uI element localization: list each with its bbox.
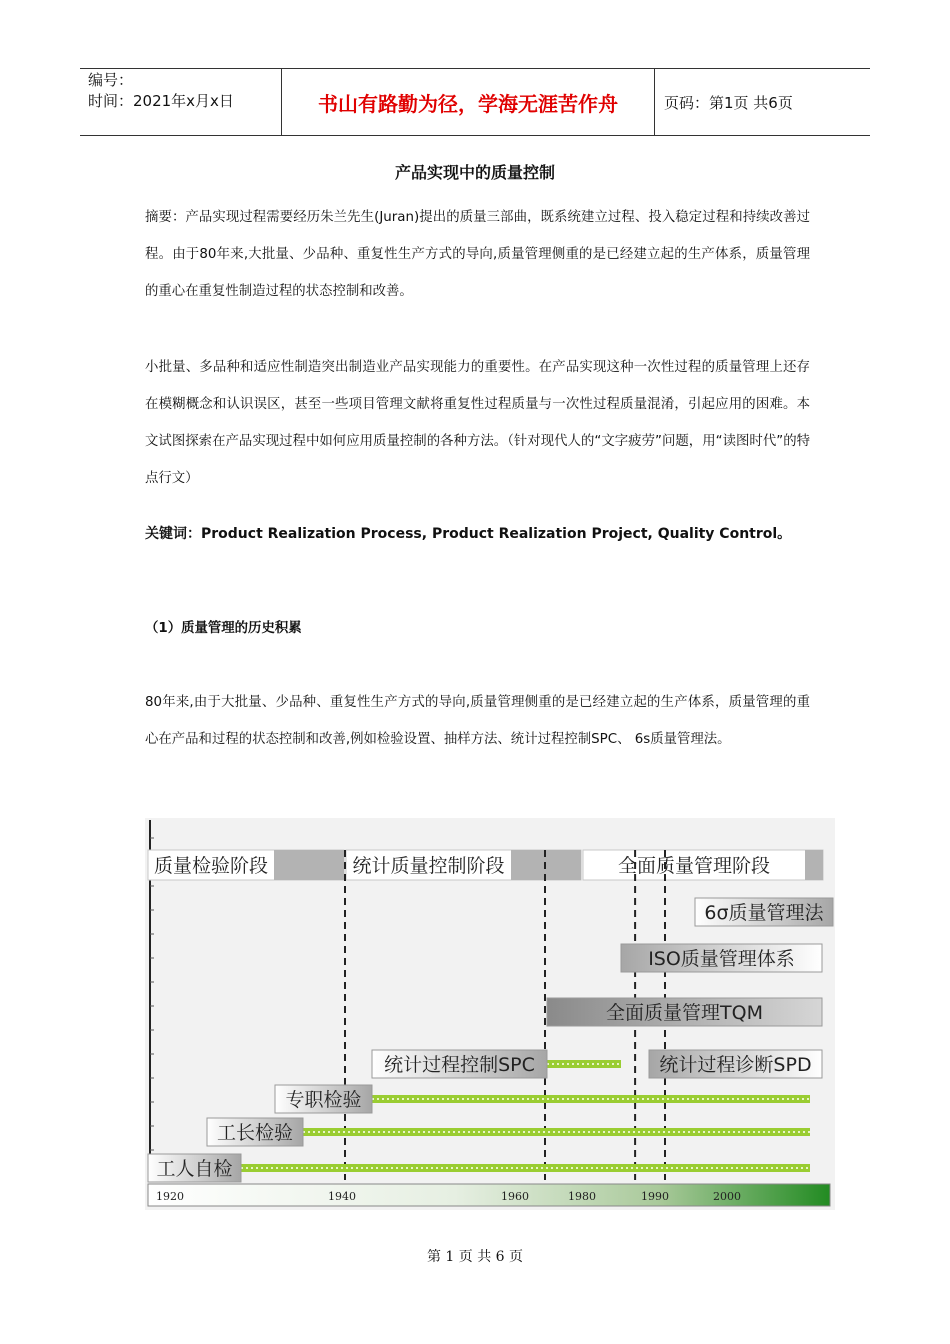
x-tick-label: 2000: [713, 1190, 741, 1203]
header-meta: [88, 70, 234, 112]
header-motto: 书山有路勤为径，学海无涯苦作舟: [318, 91, 618, 116]
header-divider: [654, 68, 655, 136]
phase-label: 全面质量管理阶段: [617, 855, 771, 877]
x-tick-label: 1980: [568, 1190, 596, 1203]
phase-label: 统计质量控制阶段: [352, 855, 505, 877]
chart-canvas: [145, 818, 835, 1210]
header-time: 时间：2021年x月x日: [88, 92, 234, 110]
item-label: 统计过程控制SPC: [384, 1054, 535, 1076]
header-number: 编号：: [88, 71, 134, 89]
footer-page-number: 第 1 页 共 6 页: [426, 1249, 524, 1265]
phase-label: 质量检验阶段: [153, 855, 269, 877]
quality-history-chart: [145, 818, 835, 1210]
item-label: 工人自检: [156, 1158, 233, 1180]
phase-bar-shade: [274, 850, 344, 880]
item-label: 工长检验: [216, 1122, 294, 1144]
abstract-paragraph: 摘要：产品实现过程需要经历朱兰先生(Juran)提出的质量三部曲，既系统建立过程、投入稳定过程和持续改善过程。由于80年来,大批量、少品种、重复性生产方式的导向,质量管理侧重的是已经建立起的生产体系，质量管理的重心在重复性制造过程的状态控制和改善。: [145, 210, 810, 299]
item-label: ISO质量管理体系: [648, 948, 795, 970]
header-page-number: 页码：第1页 共6页: [664, 93, 793, 112]
section-heading: （1）质量管理的历史积累: [145, 621, 302, 636]
section-paragraph: 80年来,由于大批量、少品种、重复性生产方式的导向,质量管理侧重的是已经建立起的生产体系，质量管理的重心在产品和过程的状态控制和改善,例如检验设置、抽样方法、统计过程控制SPC、 6s质量管理法。: [145, 695, 810, 747]
x-tick-label: 1940: [328, 1190, 356, 1203]
x-tick-label: 1960: [501, 1190, 529, 1203]
document-title: 产品实现中的质量控制: [394, 163, 555, 182]
item-label: 全面质量管理TQM: [606, 1002, 763, 1024]
phase-bar-shade: [805, 850, 823, 880]
keywords: 关键词：Product Realization Process, Product Realization Project, Quality Control。: [145, 526, 792, 542]
item-label: 6σ质量管理法: [704, 902, 824, 924]
item-label: 专职检验: [285, 1089, 362, 1111]
x-tick-label: 1920: [156, 1190, 184, 1203]
item-label: 统计过程诊断SPD: [659, 1054, 812, 1076]
intro-paragraph: 小批量、多品种和适应性制造突出制造业产品实现能力的重要性。在产品实现这种一次性过程的质量管理上还存在模糊概念和认识误区，甚至一些项目管理文献将重复性过程质量与一次性过程质量混淆，引起应用的困难。本文试图探索在产品实现过程中如何应用质量控制的各种方法。（针对现代人的“文字疲劳”问题，用“读图时代”的特点行文）: [145, 360, 810, 486]
x-tick-label: 1990: [641, 1190, 669, 1203]
